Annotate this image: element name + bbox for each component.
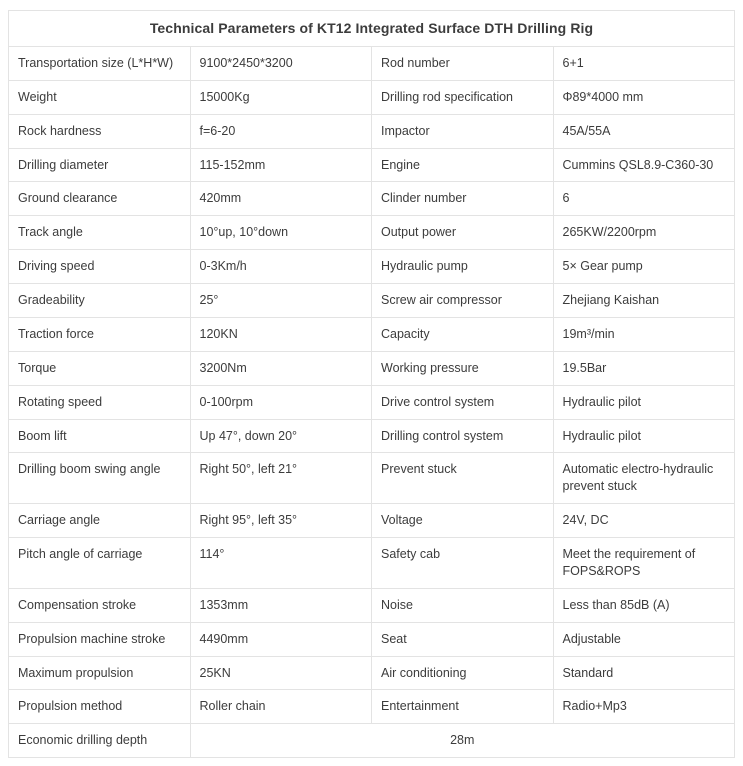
row-value: 25KN bbox=[190, 656, 372, 690]
row-label-secondary: Engine bbox=[372, 148, 554, 182]
row-label-secondary: Entertainment bbox=[372, 690, 554, 724]
row-label-secondary: Rod number bbox=[372, 46, 554, 80]
row-value-secondary: 6 bbox=[553, 182, 735, 216]
row-value-secondary: 265KW/2200rpm bbox=[553, 216, 735, 250]
table-row bbox=[9, 317, 735, 351]
row-label: Torque bbox=[9, 351, 191, 385]
row-value: 4490mm bbox=[190, 622, 372, 656]
row-value: Right 50°, left 21° bbox=[190, 453, 372, 504]
row-value-secondary: 24V, DC bbox=[553, 504, 735, 538]
row-label-secondary: Prevent stuck bbox=[372, 453, 554, 504]
row-label: Carriage angle bbox=[9, 504, 191, 538]
row-value: Roller chain bbox=[190, 690, 372, 724]
row-label: Propulsion method bbox=[9, 690, 191, 724]
row-label: Track angle bbox=[9, 216, 191, 250]
table-row bbox=[9, 114, 735, 148]
page-title: Technical Parameters of KT12 Integrated Surface DTH Drilling Rig bbox=[9, 11, 735, 47]
table-row bbox=[9, 351, 735, 385]
table-row bbox=[9, 250, 735, 284]
row-label: Drilling diameter bbox=[9, 148, 191, 182]
row-value: 15000Kg bbox=[190, 80, 372, 114]
row-value: 0-3Km/h bbox=[190, 250, 372, 284]
row-value: 3200Nm bbox=[190, 351, 372, 385]
table-row-footer bbox=[9, 724, 735, 758]
row-value: Right 95°, left 35° bbox=[190, 504, 372, 538]
row-label-secondary: Voltage bbox=[372, 504, 554, 538]
row-label-secondary: Seat bbox=[372, 622, 554, 656]
row-label-secondary: Screw air compressor bbox=[372, 284, 554, 318]
row-value-secondary: Meet the requirement of FOPS&ROPS bbox=[553, 538, 735, 589]
row-label-secondary: Output power bbox=[372, 216, 554, 250]
row-value-secondary: 5× Gear pump bbox=[553, 250, 735, 284]
row-value: 25° bbox=[190, 284, 372, 318]
row-value: 10°up, 10°down bbox=[190, 216, 372, 250]
row-value-secondary: 45A/55A bbox=[553, 114, 735, 148]
table-row bbox=[9, 80, 735, 114]
row-value: 115-152mm bbox=[190, 148, 372, 182]
row-label: Traction force bbox=[9, 317, 191, 351]
row-value-secondary: Cummins QSL8.9-C360-30 bbox=[553, 148, 735, 182]
row-label: Ground clearance bbox=[9, 182, 191, 216]
row-value-secondary: Hydraulic pilot bbox=[553, 385, 735, 419]
row-label-secondary: Drive control system bbox=[372, 385, 554, 419]
row-label: Rock hardness bbox=[9, 114, 191, 148]
row-value-secondary: Radio+Mp3 bbox=[553, 690, 735, 724]
row-label: Gradeability bbox=[9, 284, 191, 318]
table-row bbox=[9, 182, 735, 216]
table-row bbox=[9, 419, 735, 453]
row-label-secondary: Impactor bbox=[372, 114, 554, 148]
table-body bbox=[9, 11, 735, 758]
row-value: 9100*2450*3200 bbox=[190, 46, 372, 80]
row-label-secondary: Capacity bbox=[372, 317, 554, 351]
footer-row-value: 28m bbox=[190, 724, 735, 758]
row-value: 420mm bbox=[190, 182, 372, 216]
row-label: Transportation size (L*H*W) bbox=[9, 46, 191, 80]
row-value-secondary: Adjustable bbox=[553, 622, 735, 656]
row-value-secondary: Automatic electro-hydraulic prevent stuck bbox=[553, 453, 735, 504]
row-value-secondary: 6+1 bbox=[553, 46, 735, 80]
row-value-secondary: Standard bbox=[553, 656, 735, 690]
row-label: Weight bbox=[9, 80, 191, 114]
row-label-secondary: Noise bbox=[372, 588, 554, 622]
row-label: Driving speed bbox=[9, 250, 191, 284]
footer-row-label: Economic drilling depth bbox=[9, 724, 191, 758]
row-label: Rotating speed bbox=[9, 385, 191, 419]
table-row bbox=[9, 656, 735, 690]
table-row bbox=[9, 216, 735, 250]
row-value: 114° bbox=[190, 538, 372, 589]
row-label-secondary: Hydraulic pump bbox=[372, 250, 554, 284]
row-value-secondary: Φ89*4000 mm bbox=[553, 80, 735, 114]
table-row bbox=[9, 148, 735, 182]
table-row bbox=[9, 504, 735, 538]
table-row bbox=[9, 538, 735, 589]
row-value-secondary: Less than 85dB (A) bbox=[553, 588, 735, 622]
row-label-secondary: Safety cab bbox=[372, 538, 554, 589]
row-value: Up 47°, down 20° bbox=[190, 419, 372, 453]
table-row bbox=[9, 453, 735, 504]
row-label-secondary: Drilling rod specification bbox=[372, 80, 554, 114]
table-row bbox=[9, 622, 735, 656]
row-label: Boom lift bbox=[9, 419, 191, 453]
row-label: Maximum propulsion bbox=[9, 656, 191, 690]
row-value-secondary: 19.5Bar bbox=[553, 351, 735, 385]
table-row bbox=[9, 588, 735, 622]
row-value-secondary: Zhejiang Kaishan bbox=[553, 284, 735, 318]
row-value: 1353mm bbox=[190, 588, 372, 622]
row-label-secondary: Drilling control system bbox=[372, 419, 554, 453]
row-value: 0-100rpm bbox=[190, 385, 372, 419]
row-label: Propulsion machine stroke bbox=[9, 622, 191, 656]
row-label: Compensation stroke bbox=[9, 588, 191, 622]
table-row bbox=[9, 385, 735, 419]
row-value-secondary: 19m³/min bbox=[553, 317, 735, 351]
row-value: 120KN bbox=[190, 317, 372, 351]
row-label-secondary: Air conditioning bbox=[372, 656, 554, 690]
row-label-secondary: Working pressure bbox=[372, 351, 554, 385]
table-row bbox=[9, 690, 735, 724]
row-label: Pitch angle of carriage bbox=[9, 538, 191, 589]
row-value: f=6-20 bbox=[190, 114, 372, 148]
row-label: Drilling boom swing angle bbox=[9, 453, 191, 504]
row-value-secondary: Hydraulic pilot bbox=[553, 419, 735, 453]
row-label-secondary: Clinder number bbox=[372, 182, 554, 216]
table-row bbox=[9, 284, 735, 318]
table-row bbox=[9, 46, 735, 80]
technical-parameters-table bbox=[8, 10, 735, 758]
table-title-row bbox=[9, 11, 735, 47]
